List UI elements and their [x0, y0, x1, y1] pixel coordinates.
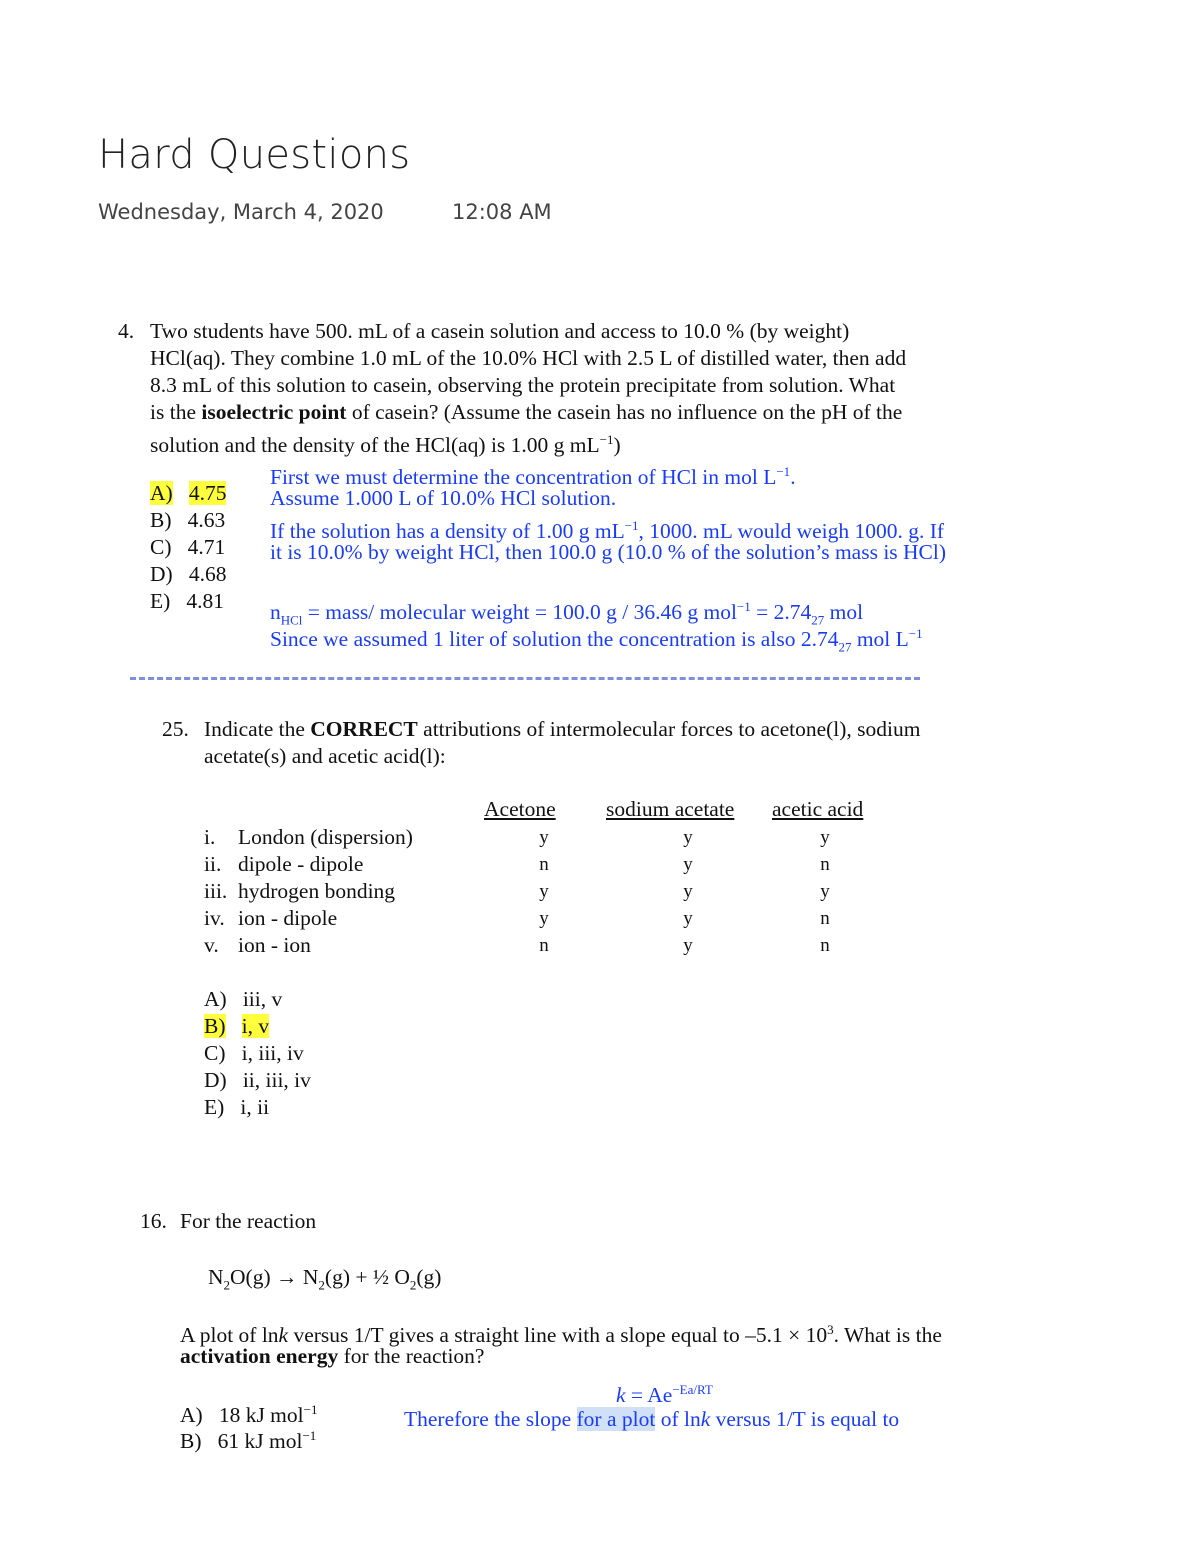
subscript: 2: [409, 1277, 417, 1293]
option-letter: B): [204, 1014, 226, 1038]
bold-term: isoelectric point: [201, 400, 347, 424]
reaction-equation: [208, 1264, 441, 1298]
selected-text[interactable]: for a plot: [576, 1407, 656, 1431]
text-run: solution and the density of the HCl(aq) is 1.00 g mL: [150, 433, 600, 458]
page-title: Hard Questions: [98, 132, 411, 178]
text-run: versus 1/T is equal to: [710, 1407, 900, 1431]
cell-sodium-acetate: y: [683, 854, 693, 875]
cell-acetone: y: [539, 827, 549, 848]
answer-option-d[interactable]: [150, 561, 226, 588]
text-run: mol L: [851, 627, 909, 652]
answer-option-d[interactable]: [204, 1067, 311, 1094]
italic-k: k: [278, 1323, 289, 1348]
superscript: −1: [736, 599, 751, 614]
answer-option-a[interactable]: [204, 986, 282, 1013]
row-roman: v.: [204, 933, 219, 957]
option-value: 4.71: [187, 535, 226, 559]
option-letter: E): [204, 1095, 225, 1119]
option-value: 4.75: [188, 481, 227, 505]
column-header-acetic-acid: acetic acid: [772, 797, 864, 821]
text-run: (g) + ½ O: [324, 1265, 410, 1289]
clip-region: [170, 1423, 470, 1454]
row-roman: i.: [204, 825, 216, 849]
question-text-line: [150, 399, 902, 426]
text-run: of casein? (Assume the casein has no influence on the pH of the: [346, 400, 903, 424]
question-text-line: Two students have 500. mL of a casein solution and access to 10.0 % (by weight): [150, 319, 850, 343]
superscript: −1: [599, 432, 614, 447]
column-header-sodium-acetate: sodium acetate: [606, 797, 735, 821]
note-line: [404, 1406, 899, 1433]
text-run: for the reaction?: [338, 1344, 485, 1368]
text-run: = 2.74: [750, 600, 812, 625]
question-text-line: acetate(s) and acetic acid(l):: [204, 744, 446, 768]
option-letter: D): [150, 562, 173, 586]
text-run: = mass/ molecular weight = 100.0 g / 36.46 g mol: [302, 600, 737, 625]
bold-term: activation energy: [180, 1344, 339, 1368]
text-run: If the solution has a density of 1.00 g mL: [270, 519, 625, 544]
option-letter: A): [150, 481, 173, 505]
cell-acetic-acid: y: [820, 827, 830, 848]
cell-acetone: y: [539, 881, 549, 902]
question-text-line: 8.3 mL of this solution to casein, observing the protein precipitate from solution. What: [150, 373, 896, 397]
cell-acetic-acid: y: [820, 881, 830, 902]
answer-option-b[interactable]: [180, 1422, 316, 1455]
cell-acetic-acid: n: [820, 908, 830, 929]
superscript: 3: [827, 1322, 834, 1337]
text-run: Since we assumed 1 liter of solution the concentration is also 2.74: [270, 627, 839, 652]
answer-option-b[interactable]: [204, 1013, 269, 1040]
cell-sodium-acetate: y: [683, 935, 693, 956]
text-run: = Ae: [625, 1383, 673, 1408]
text-run: , 1000. mL would weigh 1000. g. If: [638, 519, 945, 544]
option-letter: E): [150, 589, 171, 613]
option-letter: C): [150, 535, 172, 559]
text-run: (g): [416, 1265, 442, 1289]
row-force: ion - dipole: [238, 906, 338, 930]
subscript: HCl: [280, 612, 303, 628]
option-letter: D): [204, 1068, 227, 1092]
question-text-line: For the reaction: [180, 1209, 317, 1233]
text-run: Indicate the: [204, 717, 311, 741]
answer-option-e[interactable]: [204, 1094, 269, 1121]
option-letter: A): [204, 987, 227, 1011]
cell-acetic-acid: n: [820, 854, 830, 875]
text-run: is the: [150, 400, 202, 424]
row-roman: ii.: [204, 852, 222, 876]
option-value: 61 kJ mol: [217, 1429, 303, 1454]
question-number: 4.: [118, 319, 135, 343]
page-time: 12:08 AM: [452, 200, 552, 224]
text-run: attributions of intermolecular forces to acetone(l), sodium: [417, 717, 921, 741]
text-run: .: [790, 465, 796, 490]
subscript: 2: [223, 1277, 231, 1293]
clipped-text-divider: [130, 677, 920, 680]
question-text-line: HCl(aq). They combine 1.0 mL of the 10.0% HCl with 2.5 L of distilled water, then add: [150, 346, 907, 370]
row-force: dipole - dipole: [238, 852, 364, 876]
option-letter: B): [150, 508, 172, 532]
row-roman: iii.: [204, 879, 228, 903]
cell-acetone: y: [539, 908, 549, 929]
note-equation: [616, 1376, 713, 1409]
question-number: 25.: [162, 717, 189, 741]
row-force: London (dispersion): [238, 825, 413, 849]
superscript: −1: [776, 464, 791, 479]
option-value: ii, iii, iv: [242, 1068, 311, 1092]
text-run: Therefore the slope: [404, 1407, 577, 1431]
superscript: −1: [908, 626, 923, 641]
text-run: versus 1/T gives a straight line with a slope equal to –5.1 × 10: [288, 1323, 828, 1348]
answer-option-c[interactable]: [150, 534, 225, 561]
question-text-line: [150, 426, 621, 459]
page-date: Wednesday, March 4, 2020: [98, 200, 384, 224]
text-run: O(g) → N: [230, 1265, 319, 1289]
option-value: i, v: [241, 1014, 270, 1038]
option-value: 4.81: [186, 589, 225, 613]
text-run: of ln: [655, 1407, 701, 1431]
row-force: ion - ion: [238, 933, 311, 957]
option-letter: A): [180, 1403, 203, 1428]
option-value: i, ii: [240, 1095, 270, 1119]
cell-acetic-acid: n: [820, 935, 830, 956]
question-number: 16.: [140, 1209, 167, 1233]
cell-sodium-acetate: y: [683, 827, 693, 848]
subscript: 2: [318, 1277, 325, 1293]
superscript: −1: [303, 1402, 318, 1417]
note-line: [270, 620, 923, 660]
answer-option-b[interactable]: [150, 507, 225, 534]
text-run: ): [613, 433, 621, 458]
option-value: 4.63: [187, 508, 226, 532]
question-text-line: [204, 716, 920, 743]
subscript: 27: [838, 639, 852, 655]
option-letter: B): [180, 1429, 202, 1454]
cell-sodium-acetate: y: [683, 881, 693, 902]
answer-option-a[interactable]: [150, 480, 226, 507]
cell-sodium-acetate: y: [683, 908, 693, 929]
note-line: Assume 1.000 L of 10.0% HCl solution.: [270, 486, 617, 510]
cell-acetone: n: [539, 935, 549, 956]
option-value: i, iii, iv: [241, 1041, 304, 1065]
question-text-line: [180, 1343, 484, 1370]
answer-option-e[interactable]: [150, 588, 224, 615]
cell-acetone: n: [539, 854, 549, 875]
row-roman: iv.: [204, 906, 225, 930]
option-value: 4.68: [188, 562, 227, 586]
text-run: n: [270, 600, 281, 625]
text-run: N: [208, 1265, 224, 1289]
option-value: iii, v: [242, 987, 283, 1011]
subscript: 27: [811, 612, 825, 628]
row-force: hydrogen bonding: [238, 879, 396, 903]
column-header-acetone: Acetone: [484, 797, 556, 821]
bold-term: CORRECT: [310, 717, 418, 741]
text-run: First we must determine the concentration of HCl in mol L: [270, 465, 777, 490]
italic-k: k: [616, 1383, 626, 1408]
option-letter: C): [204, 1041, 226, 1065]
text-run: . What is the: [833, 1323, 942, 1348]
option-value: 18 kJ mol: [218, 1403, 304, 1428]
note-line: it is 10.0% by weight HCl, then 100.0 g (10.0 % of the solution’s mass is HCl): [270, 540, 947, 564]
text-run: A plot of ln: [180, 1323, 279, 1348]
italic-k: k: [700, 1407, 711, 1431]
superscript: −1: [624, 518, 639, 533]
superscript: −Ea/RT: [672, 1382, 713, 1397]
text-run: mol: [824, 600, 864, 625]
answer-option-c[interactable]: [204, 1040, 304, 1067]
superscript: −1: [302, 1428, 317, 1443]
